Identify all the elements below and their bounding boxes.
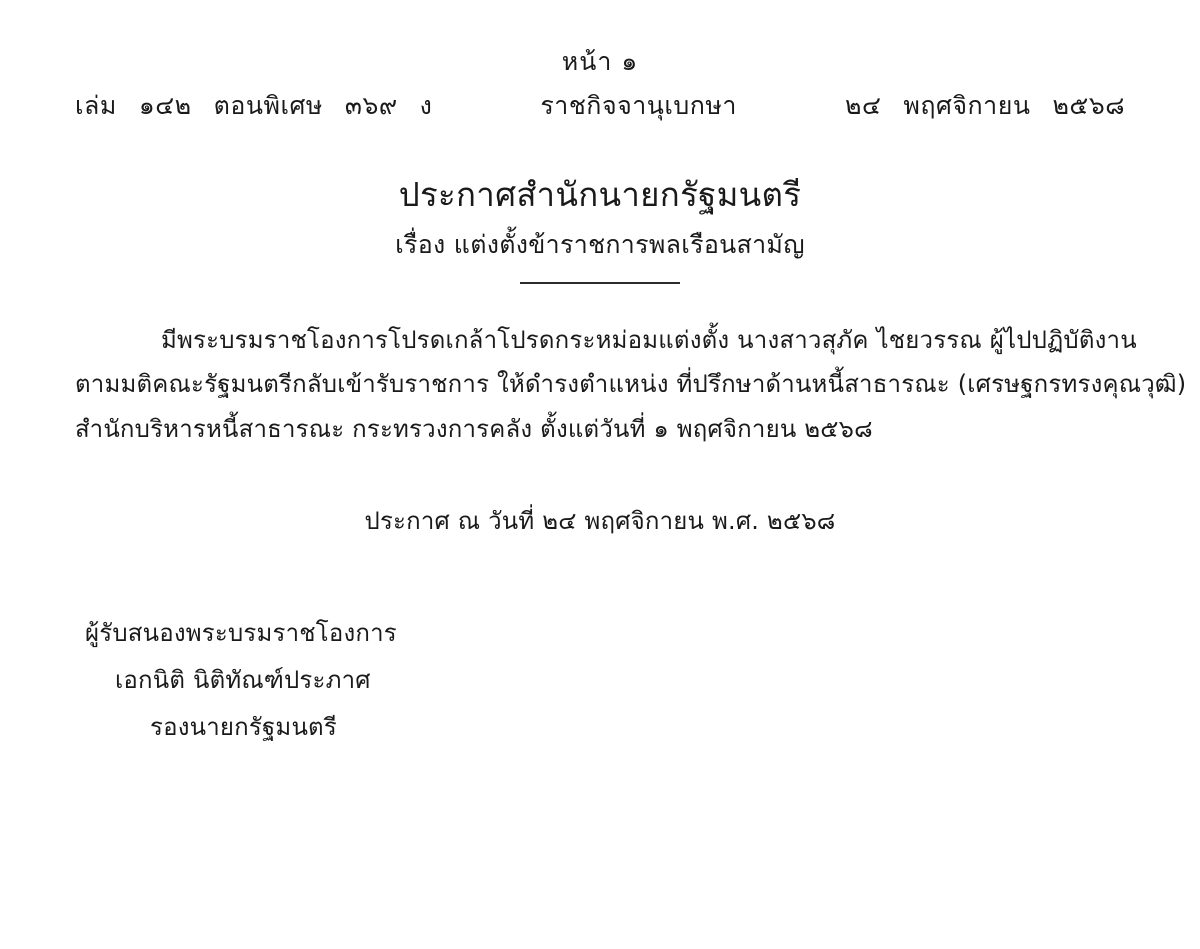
- title-divider: [520, 282, 680, 284]
- signature-block: [75, 610, 1125, 750]
- section-number: ๓๖๙: [344, 90, 398, 120]
- gazette-name: ราชกิจจานุเบกษา: [540, 90, 737, 120]
- body-line: ตามมติคณะรัฐมนตรีกลับเข้ารับราชการ ให้ดำรงตำแหน่ง ที่ปรึกษาด้านหนี้สาธารณะ (เศรษฐกรทรงคุณวุฒิ): [75, 370, 1187, 399]
- countersign-label: ผู้รับสนองพระบรมราชโองการ: [85, 619, 397, 648]
- document-title: ประกาศสำนักนายกรัฐมนตรี: [398, 174, 802, 214]
- signatory-position: รองนายกรัฐมนตรี: [150, 712, 337, 741]
- publication-day: ๒๔: [844, 90, 882, 120]
- section-label: ตอนพิเศษ: [213, 90, 323, 120]
- document-subject: เรื่อง แต่งตั้งข้าราชการพลเรือนสามัญ: [395, 229, 805, 259]
- body-line: สำนักบริหารหนี้สาธารณะ กระทรวงการคลัง ตั้งแต่วันที่ ๑ พฤศจิกายน ๒๕๖๘: [75, 414, 873, 443]
- gazette-header-right: [845, 86, 1125, 126]
- gazette-header: [75, 86, 1125, 126]
- gazette-header-left: [75, 86, 432, 126]
- body-line: มีพระบรมราชโองการโปรดเกล้าโปรดกระหม่อมแต่งตั้ง นางสาวสุภัค ไชยวรรณ ผู้ไปปฏิบัติงาน: [161, 326, 1137, 354]
- signatory-name: เอกนิติ นิติทัณฑ์ประภาศ: [115, 665, 371, 694]
- publication-year: ๒๕๖๘: [1052, 90, 1125, 120]
- section-letter: ง: [419, 90, 433, 120]
- publication-month: พฤศจิกายน: [903, 90, 1031, 120]
- page-number: หน้า ๑: [561, 47, 639, 76]
- volume-label: เล่ม: [75, 90, 117, 120]
- document-body: [75, 318, 1187, 451]
- announced-date: ประกาศ ณ วันที่ ๒๔ พฤศจิกายน พ.ศ. ๒๕๖๘: [364, 507, 836, 536]
- volume-number: ๑๔๒: [138, 90, 192, 120]
